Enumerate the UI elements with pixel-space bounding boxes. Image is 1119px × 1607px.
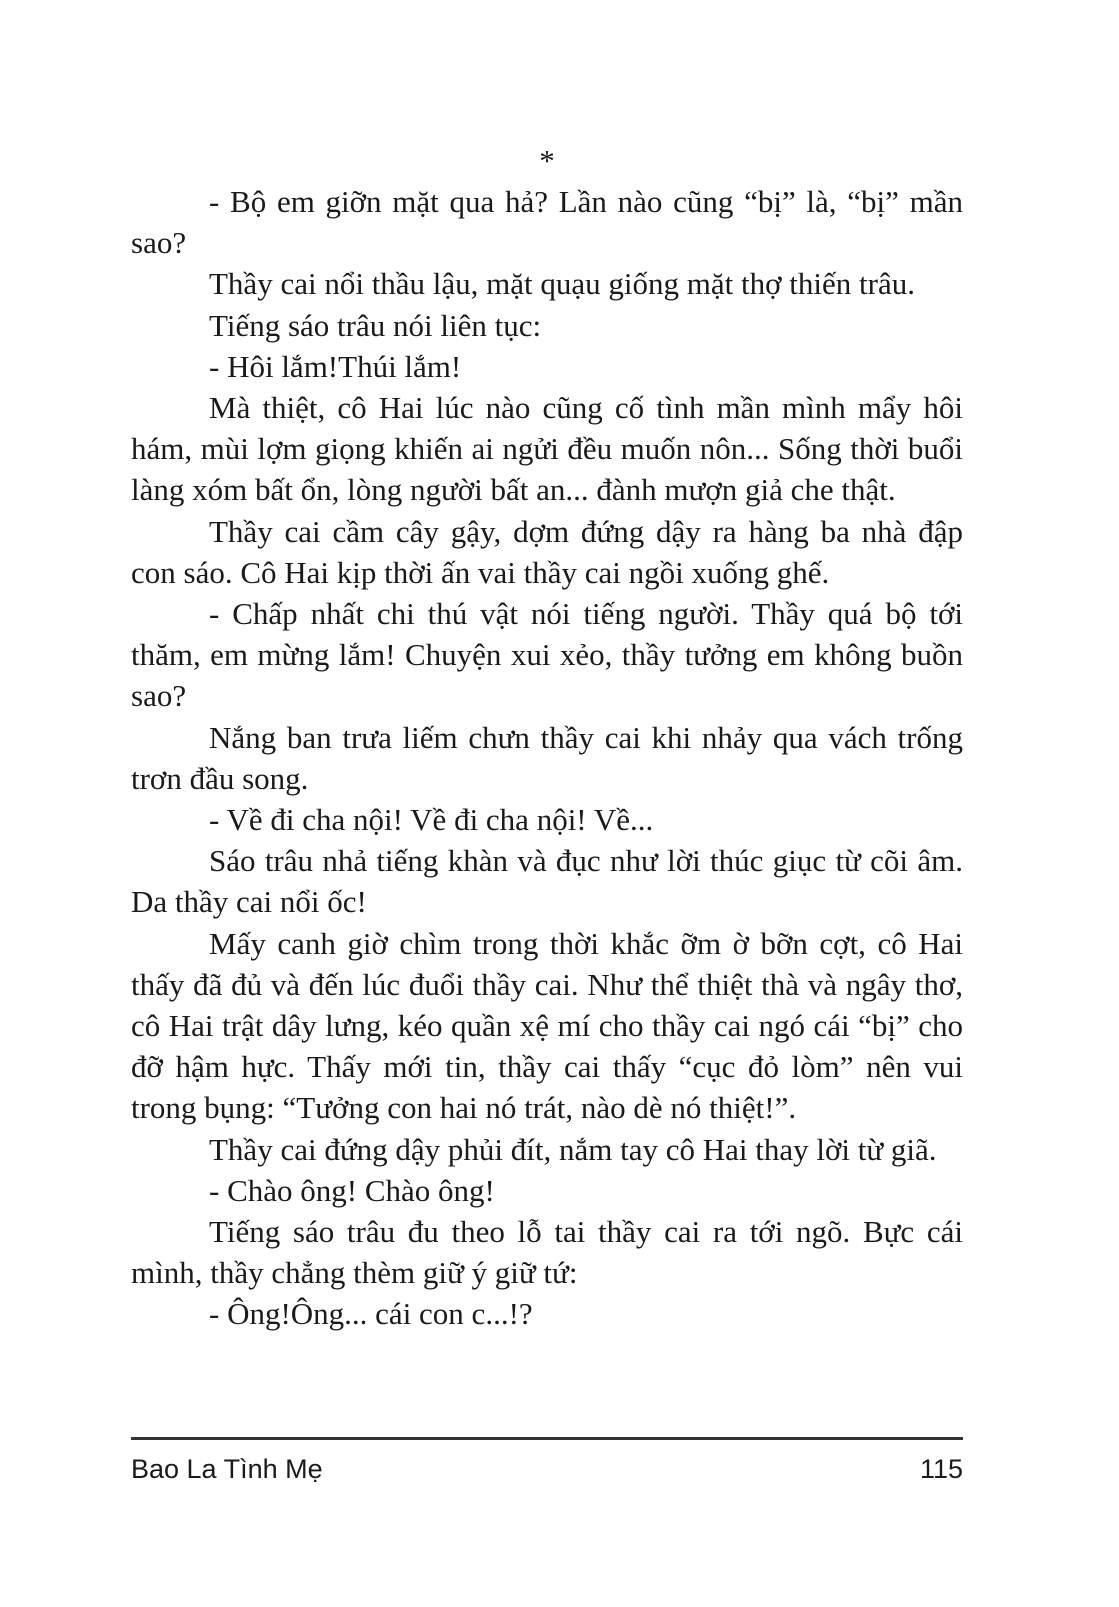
running-title: Bao La Tình Mẹ [131, 1454, 323, 1484]
paragraph: Thầy cai đứng dậy phủi đít, nắm tay cô Hai thay lời từ giã. [209, 1131, 937, 1167]
paragraph: - Chào ông! Chào ông! [209, 1172, 495, 1208]
paragraph: Tiếng sáo trâu đu theo lỗ tai thầy cai ra tới ngõ. Bực cái mình, thầy chẳng thèm giữ ý giữ tứ: [131, 1214, 963, 1291]
paragraph: - Hôi lắm!Thúi lắm! [209, 348, 462, 384]
page-number: 115 [919, 1454, 963, 1484]
footer-divider [131, 1437, 963, 1440]
paragraph-list [131, 181, 963, 1335]
paragraph: Nắng ban trưa liếm chưn thầy cai khi nhảy qua vách trống trơn đầu song. [131, 719, 963, 796]
paragraph: Thầy cai cầm cây gậy, dợm đứng dậy ra hàng ba nhà đập con sáo. Cô Hai kịp thời ấn vai thầy cai ngồi xuống ghế. [131, 513, 963, 590]
page-footer [131, 1449, 963, 1489]
paragraph: Sáo trâu nhả tiếng khàn và đục như lời thúc giục từ cõi âm. Da thầy cai nổi ốc! [131, 843, 963, 920]
paragraph: - Ông!Ông... cái con c...!? [209, 1296, 533, 1332]
paragraph: Tiếng sáo trâu nói liên tục: [209, 307, 542, 343]
paragraph: Mà thiệt, cô Hai lúc nào cũng cố tình mần mình mẩy hôi hám, mùi lợm giọng khiến ai ngửi đều muốn nôn... Sống thời buổi làng xóm bất ổn, lòng người bất an... đành mượn giả che thật. [131, 390, 963, 508]
paragraph: - Chấp nhất chi thú vật nói tiếng người. Thầy quá bộ tới thăm, em mừng lắm! Chuyện xui xẻo, thầy tưởng em không buồn sao? [131, 596, 963, 714]
paragraph: Thầy cai nổi thầu lậu, mặt quạu giống mặt thợ thiến trâu. [209, 266, 915, 302]
paragraph: - Về đi cha nội! Về đi cha nội! Về... [209, 802, 654, 838]
paragraph: - Bộ em giỡn mặt qua hả? Lần nào cũng “bị” là, “bị” mần sao? [131, 184, 963, 261]
section-separator: * [539, 143, 555, 178]
page-body [131, 140, 963, 1335]
paragraph: Mấy canh giờ chìm trong thời khắc ỡm ờ bỡn cợt, cô Hai thấy đã đủ và đến lúc đuổi thầy cai. Như thể thiệt thà và ngây thơ, cô Hai trật dây lưng, kéo quần xệ mí cho thầy cai ngó cái “bị” cho đỡ hậm hực. Thấy mới tin, thầy cai thấy “cục đỏ lòm” nên vui trong bụng: “Tưởng con hai nó trát, nào dè nó thiệt!”. [131, 925, 963, 1126]
